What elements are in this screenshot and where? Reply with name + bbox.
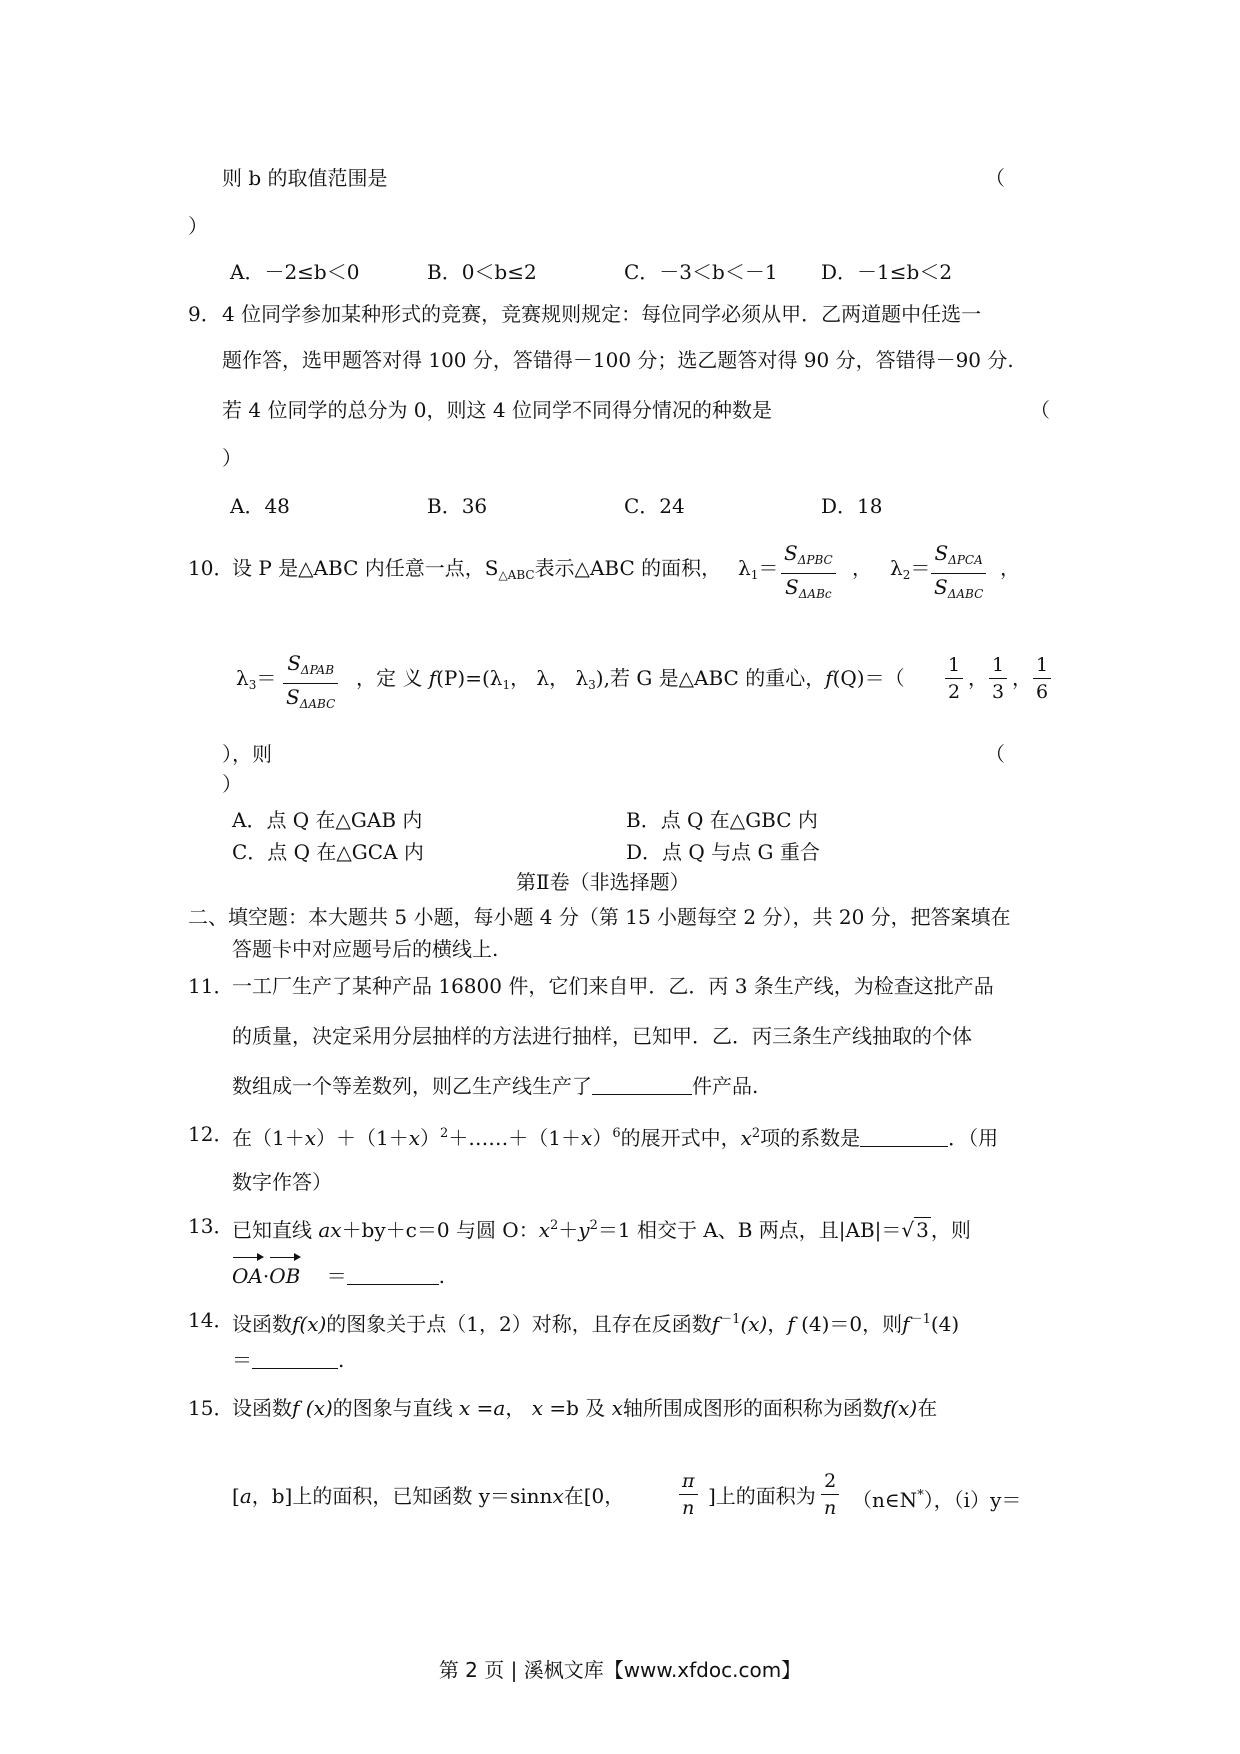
q10-comma-1: ， [852, 556, 872, 580]
q10-comma-3: ， [968, 666, 988, 690]
q11-line2: 的质量，决定采用分层抽样的方法进行抽样，已知甲．乙．丙三条生产线抽取的个体 [232, 1024, 972, 1048]
vector-oa: OA [232, 1264, 263, 1288]
q9-number: 9． [188, 302, 221, 326]
part2-title: 第Ⅱ卷（非选择题） [516, 870, 690, 894]
q9-option-a: A．48 [230, 494, 290, 518]
q10-option-c: C．点 Q 在△GCA 内 [232, 840, 424, 864]
q10-then: ），则 [222, 742, 272, 766]
q10-number: 10． [188, 556, 234, 580]
q9-option-c: C．24 [624, 494, 685, 518]
q10-definition: ，定 义 $f(P)=(\lambda_1$， λ， $\lambda_3$),若 G 是△ABC 的重心，f(Q)＝（ [356, 666, 905, 692]
q9-option-d: D．18 [821, 494, 883, 518]
q10-intro2: 表示△ABC 的面积， [534, 556, 722, 580]
vector-ob: OB [269, 1264, 301, 1288]
q12-answer-blank[interactable] [860, 1126, 948, 1147]
section2-line1: 二、填空题：本大题共 5 小题，每小题 4 分（第 15 小题每空 2 分），共 20 分，把答案填在 [188, 905, 1011, 929]
q10-line1 [232, 554, 721, 589]
q11-line1: 一工厂生产了某种产品 16800 件，它们来自甲．乙．丙 3 条生产线，为检查这批产品 [232, 974, 994, 998]
q9-paren-open: （ [1030, 398, 1050, 422]
q10-frac-third: $\frac{1}{3}$ [986, 652, 1010, 705]
q14-line1: 设函数f(x)的图象关于点（1，2）对称，且存在反函数$f^{-1}(x)$，f (4)＝0，则$f^{-1}(4)$ [232, 1312, 960, 1336]
page-footer: 第 2 页 | 溪枫文库【www.xfdoc.com】 [438, 1658, 802, 1682]
q12-number: 12． [188, 1122, 234, 1146]
q10-paren-close: ） [222, 772, 242, 796]
q15-frac-pi-n: $\frac{\pi}{n}$ [676, 1468, 701, 1521]
q10-lambda2-eq: $\lambda_2=$ [890, 556, 931, 582]
q9-paren-close: ） [222, 446, 242, 470]
q11-answer-blank[interactable] [592, 1074, 692, 1095]
q10-fraction-3: $\frac{S_{\Delta PAB}}{S_{\Delta ABC}}$ [280, 650, 341, 717]
q10-paren-open: （ [985, 742, 1005, 766]
q13-line2: OA·OB ＝ . [232, 1264, 446, 1288]
q9-line1: 4 位同学参加某种形式的竞赛，竞赛规则规定：每位同学必须从甲．乙两道题中任选一 [222, 302, 982, 326]
q9-line2: 题作答，选甲题答对得 100 分，答错得－100 分；选乙题答对得 90 分，答错得－90 分. [222, 348, 1014, 372]
q10-option-d: D．点 Q 与点 G 重合 [626, 840, 820, 864]
q10-option-b: B．点 Q 在△GBC 内 [626, 808, 818, 832]
q14-line2: ＝ . [232, 1348, 345, 1372]
q15-line2: [a，b]上的面积，已知函数 y＝sinnx在[0， [232, 1484, 625, 1508]
q10-fraction-1: $\frac{S_{\Delta PBC}}{S_{\Delta ABc}}$ [778, 540, 839, 607]
q10-comma-2: ， [1000, 556, 1020, 580]
q10-intro: 设 P 是△ABC 内任意一点，S [232, 556, 499, 580]
q9-option-b: B．36 [427, 494, 488, 518]
q15-line1: 设函数f (x)的图象与直线 x =a， x =b 及 x轴所围成图形的面积称为函数f(x)在 [232, 1396, 938, 1420]
q15-line2c: （n∈N*），（i）y＝ [852, 1488, 1022, 1512]
q8-option-b: B．0＜b≤2 [427, 260, 537, 284]
q8-stem: 则 b 的取值范围是 [222, 166, 388, 190]
q10-lambda3-eq: $\lambda_3=$ [236, 666, 277, 692]
q15-frac-2-n: $\frac{2}{n}$ [818, 1468, 842, 1521]
q15-line2b: ]上的面积为 [708, 1484, 816, 1508]
q8-option-d: D．－1≤b＜2 [821, 260, 953, 284]
q14-number: 14． [188, 1308, 234, 1332]
q11-line3: 数组成一个等差数列，则乙生产线生产了 件产品. [232, 1074, 759, 1098]
q10-fraction-2: $\frac{S_{\Delta PCA}}{S_{\Delta ABC}}$ [928, 540, 989, 607]
section2-line2: 答题卡中对应题号后的横线上. [232, 937, 499, 961]
q10-s-sub: △ABC [498, 568, 535, 582]
q13-answer-blank[interactable] [347, 1264, 439, 1285]
q13-number: 13． [188, 1214, 234, 1238]
q8-option-c: C．－3＜b＜－1 [624, 260, 778, 284]
q8-paren-close: ） [188, 214, 208, 238]
q9-line3: 若 4 位同学的总分为 0，则这 4 位同学不同得分情况的种数是 [222, 398, 772, 422]
q13-line1: 已知直线 ax＋by＋c＝0 与圆 O：$x^2+y^2=1$ 相交于 A、B 两点，且|AB|＝√ 3 ，则 [232, 1218, 971, 1242]
q8-option-a: A．－2≤b＜0 [230, 260, 360, 284]
q11-number: 11． [188, 974, 234, 998]
q15-number: 15． [188, 1396, 234, 1420]
q10-lambda1-eq: $\lambda_1=$ [738, 556, 779, 582]
q10-comma-4: ， [1012, 666, 1032, 690]
sqrt-symbol: √ 3 [901, 1218, 929, 1242]
q14-answer-blank[interactable] [252, 1348, 338, 1369]
q8-paren-open: （ [985, 166, 1005, 190]
q10-frac-half: $\frac{1}{2}$ [942, 652, 966, 705]
q12-line1: 在$(1+x)+(1+x)^2+\dots\dots+(1+x)^6$的展开式中，$x^2$项的系数是 ．（用 [232, 1126, 999, 1150]
q12-line2: 数字作答） [232, 1170, 332, 1194]
q10-frac-sixth: $\frac{1}{6}$ [1030, 652, 1054, 705]
q10-option-a: A．点 Q 在△GAB 内 [232, 808, 423, 832]
